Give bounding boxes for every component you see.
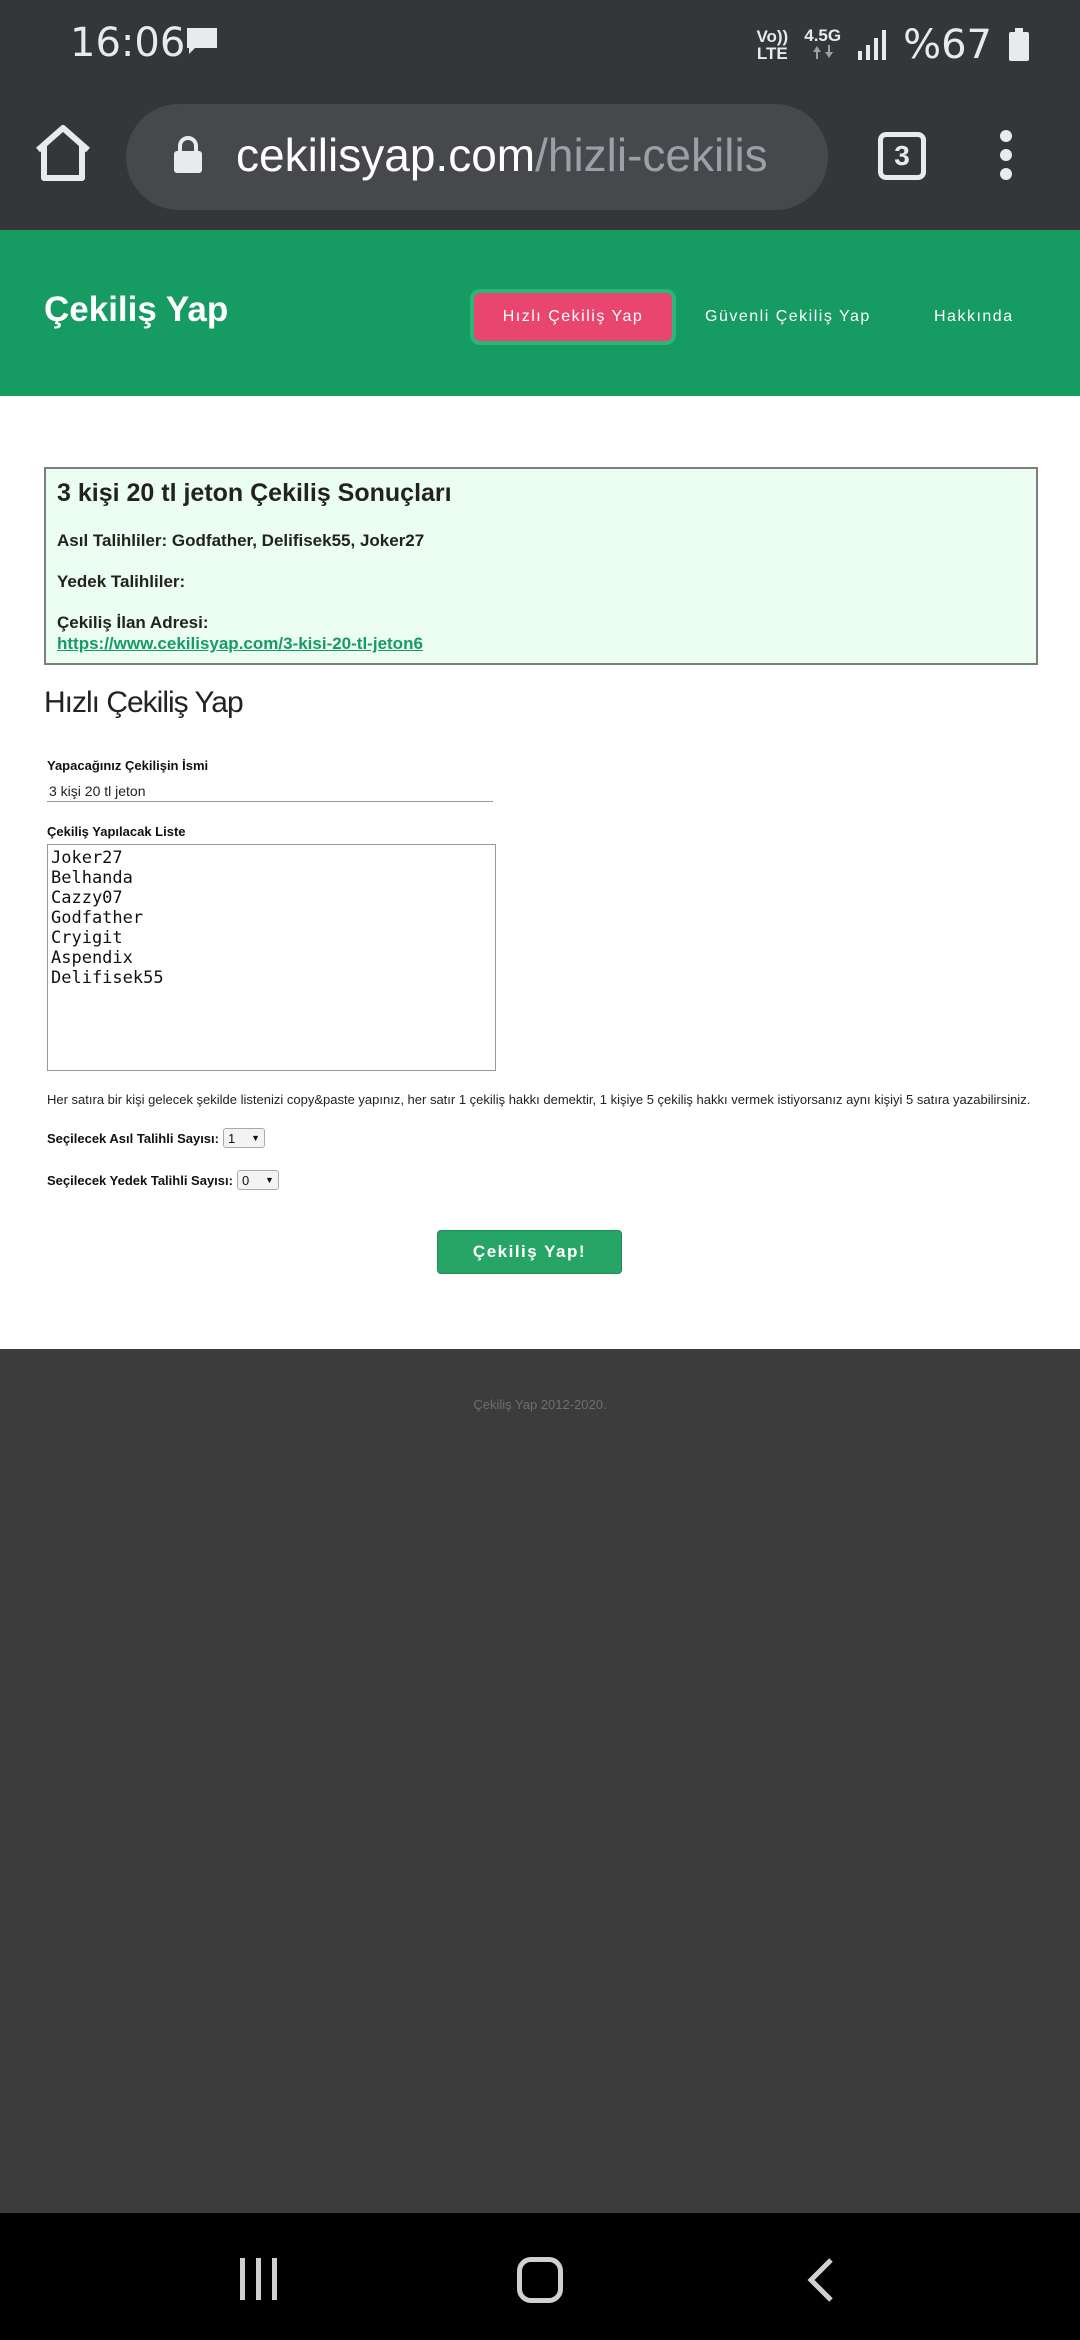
recent-apps-icon[interactable] xyxy=(237,2258,281,2300)
system-nav-bar xyxy=(0,2213,1080,2340)
volte-indicator xyxy=(756,28,788,62)
nav-secure-draw[interactable]: Güvenli Çekiliş Yap xyxy=(705,308,871,325)
site-footer xyxy=(0,1349,1080,2213)
result-winners: Asıl Talihliler: Godfather, Delifisek55, Joker27 xyxy=(57,531,425,550)
battery-icon xyxy=(1008,28,1030,62)
back-icon[interactable] xyxy=(803,2257,839,2303)
home-icon[interactable] xyxy=(30,120,96,186)
signal-icon xyxy=(857,29,887,61)
section-title: Hızlı Çekiliş Yap xyxy=(44,686,243,719)
submit-draw-button[interactable]: Çekiliş Yap! xyxy=(437,1230,622,1274)
main-count-row xyxy=(47,1128,265,1148)
tab-switcher-button[interactable]: 3 xyxy=(878,132,926,180)
network-indicator xyxy=(804,27,841,63)
list-label: Çekiliş Yapılacak Liste xyxy=(47,824,186,839)
backup-count-value: 0 xyxy=(241,1172,250,1188)
url-text[interactable] xyxy=(236,128,768,182)
status-indicators xyxy=(756,20,1030,70)
result-address-link[interactable]: https://www.cekilisyap.com/3-kisi-20-tl-jeton6 xyxy=(57,634,423,653)
result-address-label: Çekiliş İlan Adresi: xyxy=(57,613,209,632)
backup-count-select[interactable] xyxy=(237,1170,279,1190)
main-count-label: Seçilecek Asıl Talihli Sayısı: xyxy=(47,1130,219,1146)
result-title: 3 kişi 20 tl jeton Çekiliş Sonuçları xyxy=(57,479,452,507)
name-label: Yapacağınız Çekilişin İsmi xyxy=(47,758,209,773)
dropdown-arrow-icon: ▼ xyxy=(251,1133,260,1143)
footer-text: Çekiliş Yap 2012-2020. xyxy=(473,1397,607,1412)
network-type: 4.5G xyxy=(804,26,842,45)
battery-percent: %67 xyxy=(903,22,992,68)
system-home-button[interactable] xyxy=(517,2257,563,2303)
site-header xyxy=(0,230,1080,396)
draw-name-input[interactable] xyxy=(47,780,493,802)
data-arrows-icon xyxy=(811,44,835,60)
overflow-menu-icon[interactable] xyxy=(998,130,1014,180)
browser-toolbar xyxy=(0,90,1080,230)
url-path: /hizli-cekilis xyxy=(535,129,768,181)
nav-quick-draw[interactable]: Hızlı Çekiliş Yap xyxy=(474,293,672,341)
volte-top: Vo)) xyxy=(756,27,789,46)
lock-icon[interactable] xyxy=(172,135,204,175)
backup-count-label: Seçilecek Yedek Talihli Sayısı: xyxy=(47,1172,233,1188)
site-brand[interactable]: Çekiliş Yap xyxy=(44,290,229,329)
volte-bottom: LTE xyxy=(756,44,788,63)
participant-list-textarea[interactable]: Joker27 Belhanda Cazzy07 Godfather Cryigit Aspendix Delifisek55 xyxy=(47,844,496,1071)
url-domain: cekilisyap.com xyxy=(236,129,536,181)
main-content xyxy=(0,396,1080,1349)
message-icon xyxy=(185,26,219,56)
backup-count-row xyxy=(47,1170,279,1190)
main-count-value: 1 xyxy=(227,1130,236,1146)
result-backups: Yedek Talihliler: xyxy=(57,572,186,591)
main-count-select[interactable] xyxy=(223,1128,265,1148)
dropdown-arrow-icon: ▼ xyxy=(265,1175,274,1185)
status-time: 16:06 xyxy=(70,20,186,66)
nav-about[interactable]: Hakkında xyxy=(934,308,1014,325)
result-box xyxy=(44,467,1038,665)
help-text: Her satıra bir kişi gelecek şekilde listenizi copy&paste yapınız, her satır 1 çekiliş hakkı demektir, 1 kişiye 5 çekiliş hakkı vermek istiyorsanız aynı kişiyi 5 satıra yazabilirsiniz. xyxy=(47,1092,1031,1107)
status-bar xyxy=(0,0,1080,90)
